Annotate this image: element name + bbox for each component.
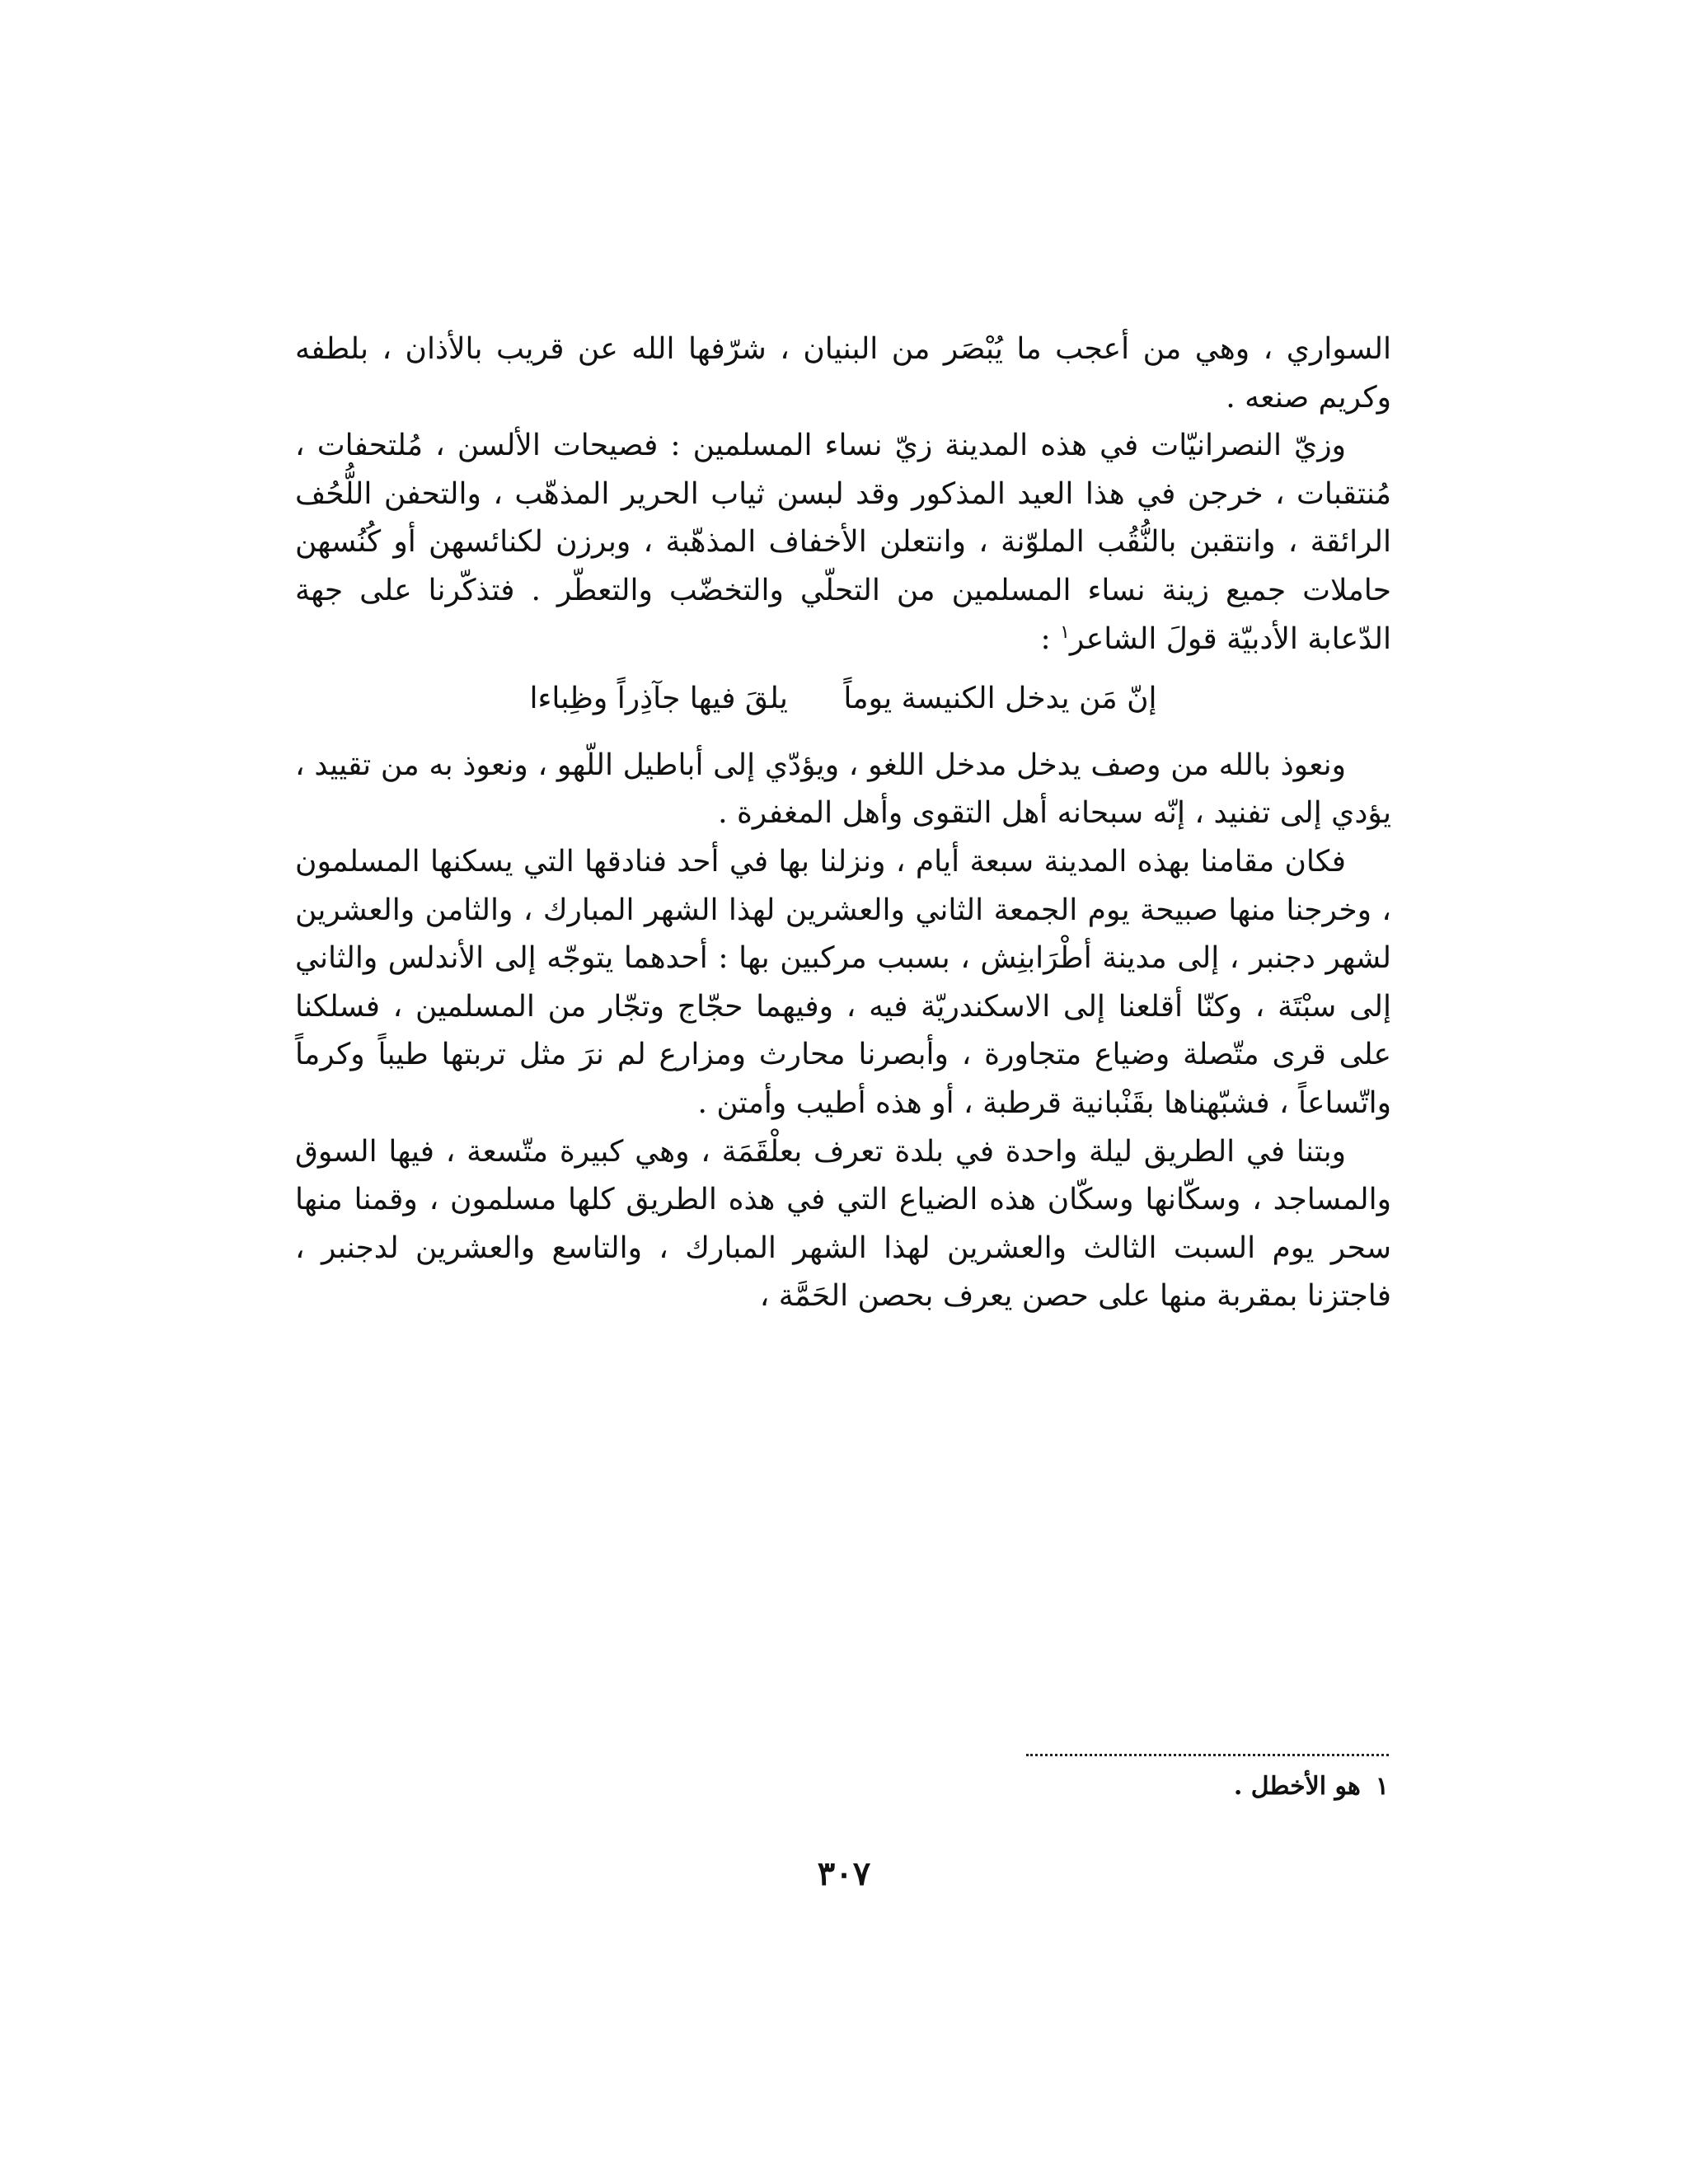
- page-number: ٣٠٧: [817, 1854, 871, 1893]
- footnote-reference: ١: [1060, 621, 1070, 643]
- paragraph-2-tail: :: [1040, 621, 1061, 656]
- footnote: [907, 1772, 1389, 1801]
- verse-first-hemistich: إنّ مَن يدخل الكنيسة يوماً: [843, 682, 1157, 716]
- paragraph-5: وبتنا في الطريق ليلة واحدة في بلدة تعرف بعلْقَمَة ، وهي كبيرة متّسعة ، فيها السوق والمساجد ، وسكّانها وسكّان هذه الضياع التي في هذه الطريق كلها مسلمون ، وقمنا منها سحر يوم السبت الثالث والعشرين لهذا الشهر المبارك ، والتاسع والعشرين لدجنبر ، فاجتزنا بمقربة منها على حصن يعرف بحصن الحَمَّة ،: [295, 1134, 1391, 1314]
- paragraph-4: فكان مقامنا بهذه المدينة سبعة أيام ، ونزلنا بها في أحد فنادقها التي يسكنها المسلمون ، وخرجنا منها صبيحة يوم الجمعة الثاني والعشرين لهذا الشهر المبارك ، والثامن والعشرين لشهر دجنبر ، إلى مدينة أطْرَابنِش ، بسبب مركبين بها : أحدهما يتوجّه إلى الأندلس والثاني إلى سبْتَة ، وكنّا أقلعنا إلى الاسكندريّة فيه ، وفيهما حجّاج وتجّار من المسلمين ، فسلكنا على قرى متّصلة وضياع متجاورة ، وأبصرنا محارث ومزارع لم نرَ مثل تربتها طيباً وكرماً واتّساعاً ، فشبّهناها بقَنْبانية قرطبة ، أو هذه أطيب وأمتن .: [295, 844, 1391, 1120]
- verse-second-hemistich: يلقَ فيها جآذِراً وظِباءا: [529, 682, 788, 716]
- footnote-number: ١: [1375, 1772, 1389, 1801]
- footnote-divider: [1026, 1754, 1389, 1756]
- paragraph-2: [295, 422, 1391, 663]
- footnote-text: هو الأخطل .: [1233, 1772, 1361, 1801]
- paragraph-3: ونعوذ بالله من وصف يدخل مدخل اللغو ، ويؤدّي إلى أباطيل اللّهو ، ونعوذ به من تقييد ، يؤدي إلى تفنيد ، إنّه سبحانه أهل التقوى وأهل المغفرة .: [295, 748, 1391, 831]
- paragraph-1: السواري ، وهي من أعجب ما يُبْصَر من البنيان ، شرّفها الله عن قريب بالأذان ، بلطفه وكريم صنعه .: [295, 332, 1391, 415]
- main-text: [295, 326, 1391, 1321]
- paragraph-2-text: وزيّ النصرانيّات في هذه المدينة زيّ نساء المسلمين : فصيحات الألسن ، مُلتحفات ، مُنتقبات ، خرجن في هذا العيد المذكور وقد لبسن ثياب الحرير المذهّب ، والتحفن اللُّحُف الرائقة ، وانتقبن بالنُّقُب الملوّنة ، وانتعلن الأخفاف المذهّبة ، وبرزن لكنائسهن أو كُنُسهن حاملات جميع زينة نساء المسلمين من التحلّي والتخضّب والتعطّر . فتذكّرنا على جهة الدّعابة الأدبيّة قولَ الشاعر: [295, 429, 1391, 656]
- poetry-verse: [295, 675, 1391, 724]
